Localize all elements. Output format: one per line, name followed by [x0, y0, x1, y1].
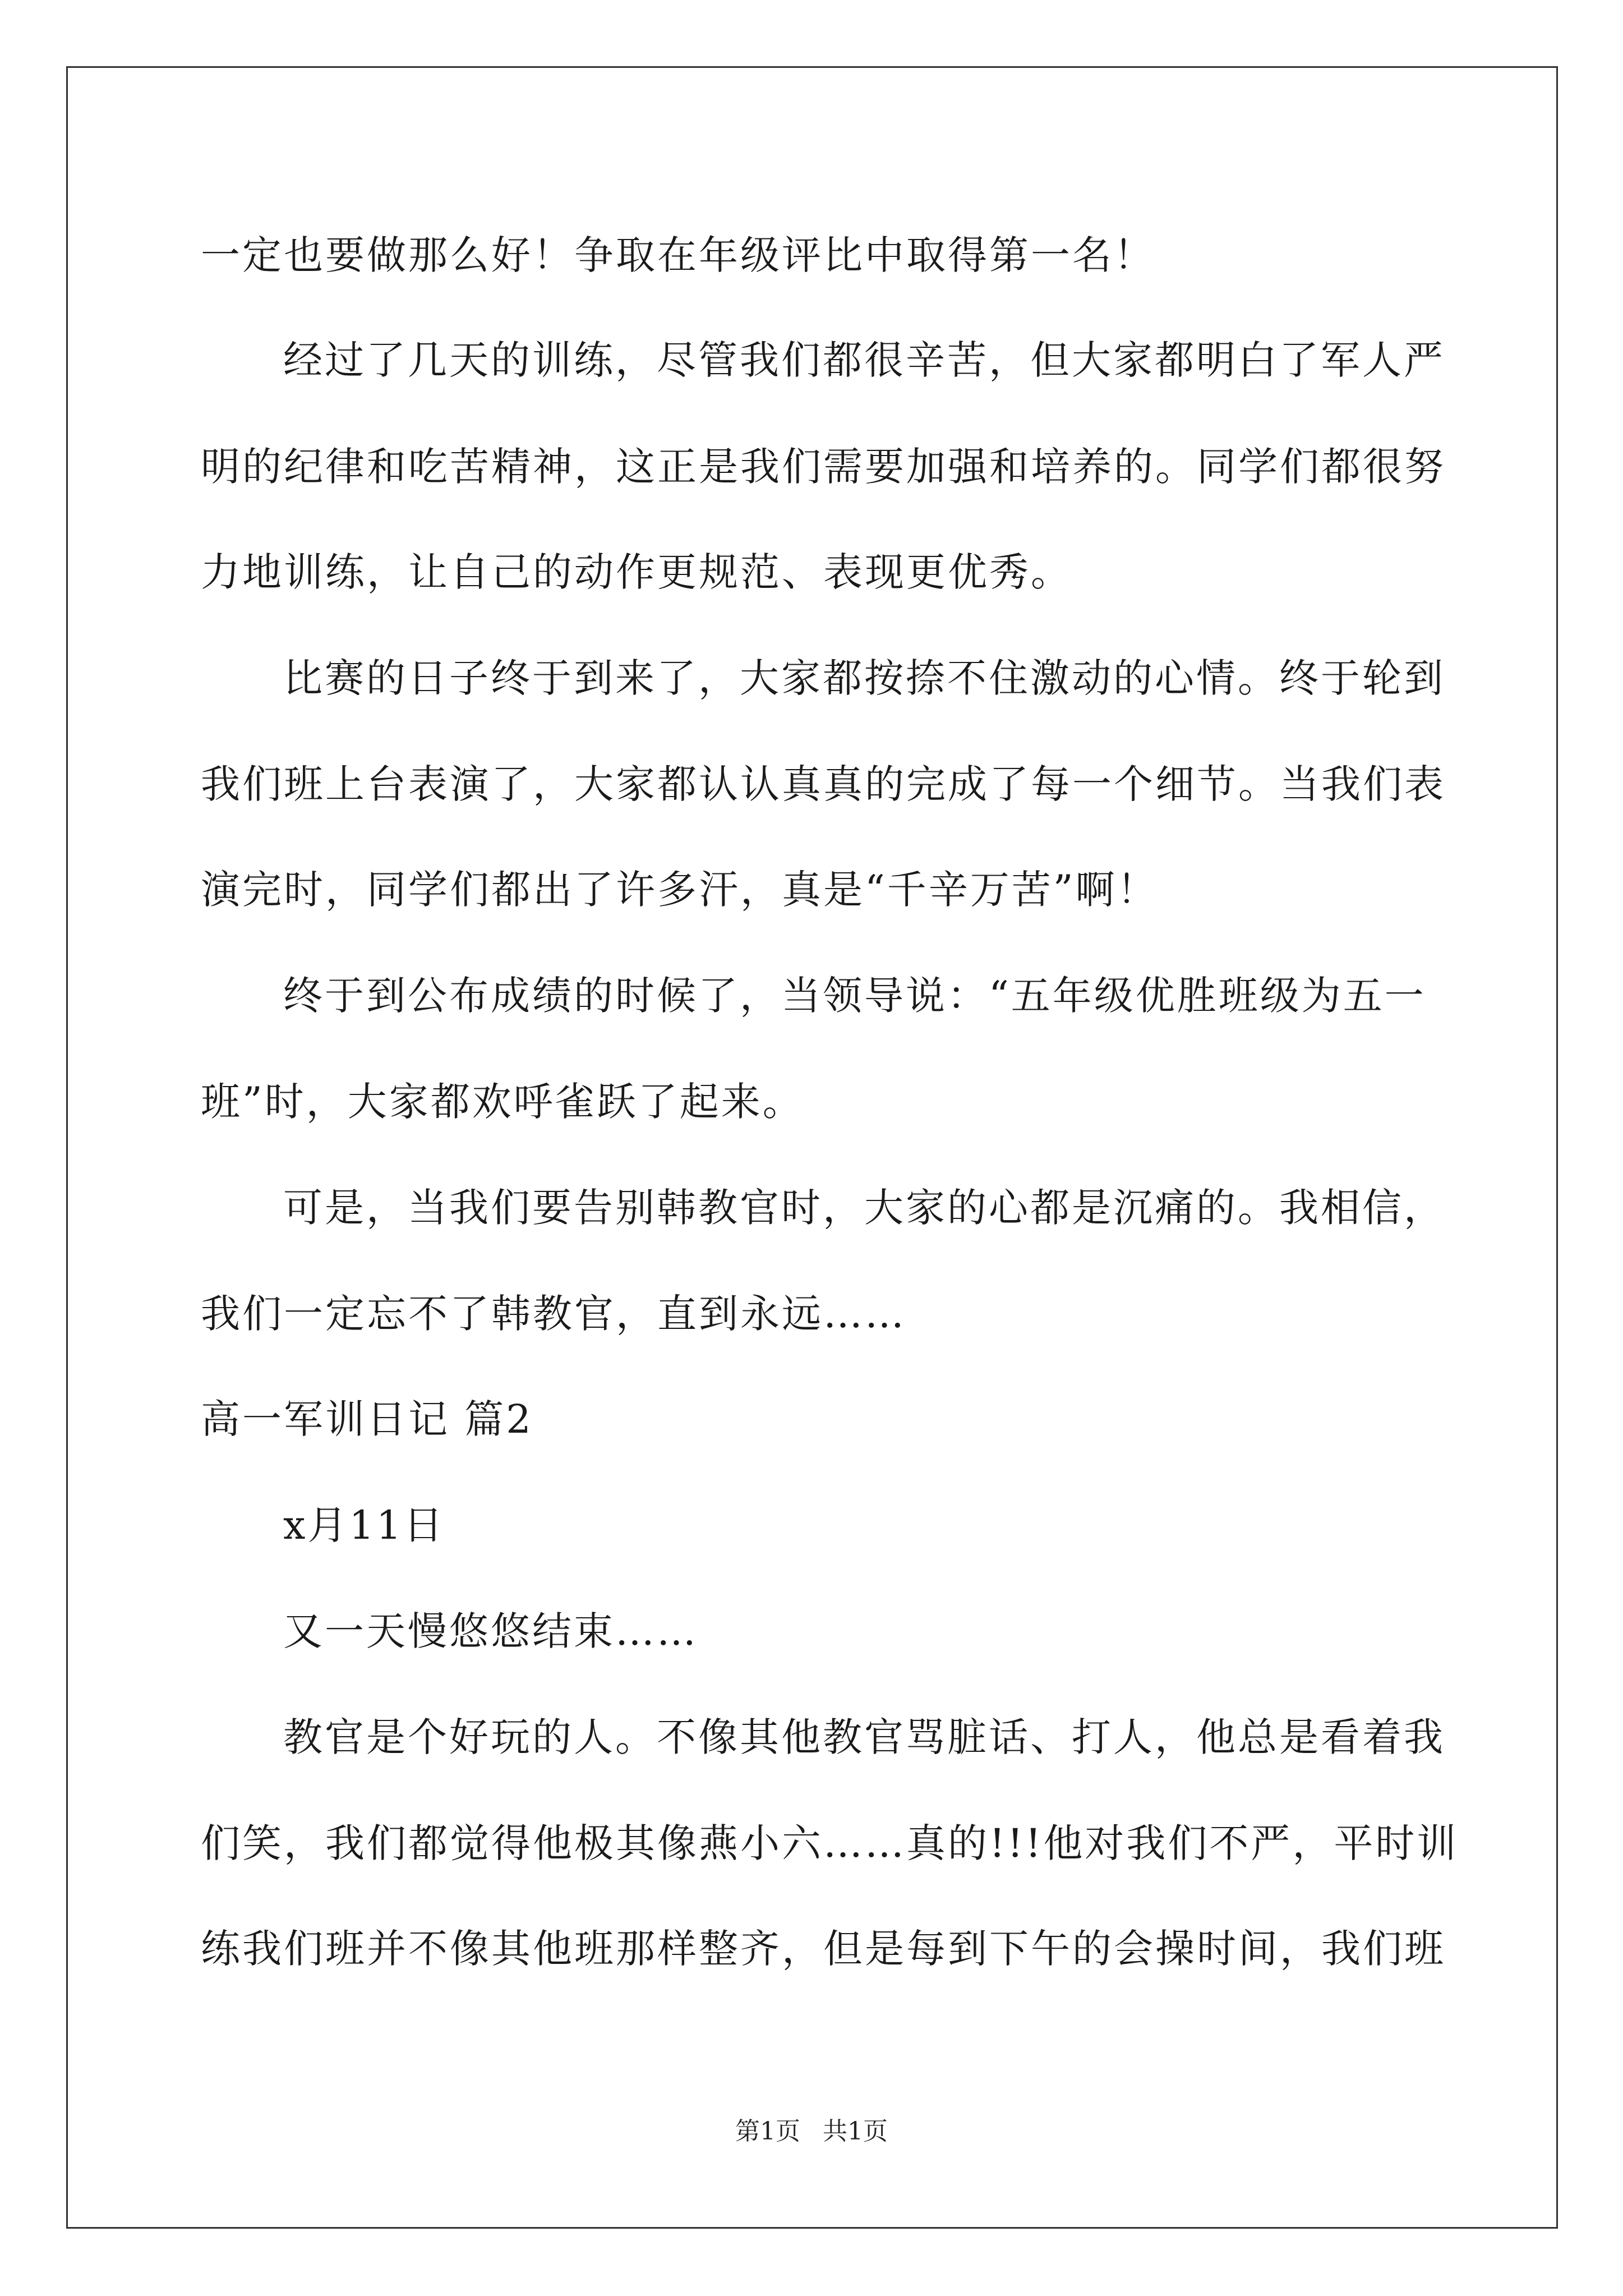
text-line: 练我们班并不像其他班那样整齐，但是每到下午的会操时间，我们班 [201, 1926, 1446, 1972]
page-number: 第1页 [735, 2117, 800, 2146]
text-line: 们笑，我们都觉得他极其像燕小六……真的!!!他对我们不严，平时训 [201, 1820, 1459, 1866]
text-line: 又一天慢悠悠结束…… [283, 1608, 698, 1654]
section-heading: 高一军训日记 篇2 [201, 1396, 533, 1442]
text-line: 教官是个好玩的人。不像其他教官骂脏话、打人，他总是看着我 [283, 1714, 1445, 1760]
text-line: 班”时，大家都欢呼雀跃了起来。 [201, 1079, 804, 1125]
page-footer [0, 2115, 1623, 2148]
text-line: 一定也要做那么好！争取在年级评比中取得第一名！ [201, 232, 1155, 278]
text-line: 经过了几天的训练，尽管我们都很辛苦，但大家都明白了军人严 [283, 337, 1445, 383]
text-line: 比赛的日子终于到来了，大家都按捺不住激动的心情。终于轮到 [283, 655, 1445, 701]
date-line: x月11日 [283, 1502, 445, 1548]
text-line: 演完时，同学们都出了许多汗，真是“千辛万苦”啊！ [201, 867, 1159, 913]
page-border [66, 66, 1558, 2229]
text-line: 我们一定忘不了韩教官，直到永远…… [201, 1291, 906, 1337]
text-line: 我们班上台表演了，大家都认认真真的完成了每一个细节。当我们表 [201, 761, 1446, 807]
text-line: 终于到公布成绩的时候了，当领导说：“五年级优胜班级为五一 [283, 973, 1426, 1019]
text-line: 明的纪律和吃苦精神，这正是我们需要加强和培养的。同学们都很努 [201, 444, 1446, 490]
text-line: 可是，当我们要告别韩教官时，大家的心都是沉痛的。我相信， [283, 1185, 1445, 1231]
page-total: 共1页 [823, 2117, 888, 2146]
text-line: 力地训练，让自己的动作更规范、表现更优秀。 [201, 549, 1072, 595]
